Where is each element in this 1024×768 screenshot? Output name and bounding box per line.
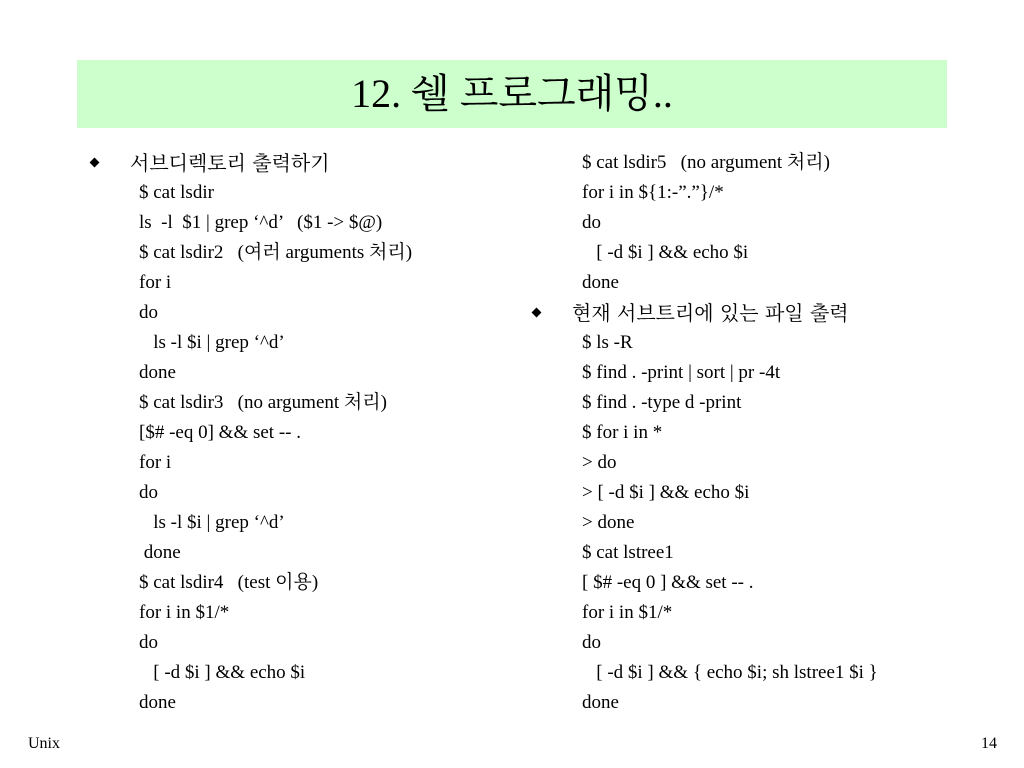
title-box bbox=[77, 60, 947, 128]
right-column bbox=[530, 148, 970, 718]
code-line: $ find . -print | sort | pr -4t bbox=[582, 362, 781, 383]
code-line: $ for i in * bbox=[582, 422, 663, 443]
code-line: $ cat lsdir bbox=[139, 182, 214, 203]
code-line: $ cat lsdir3 (no argument 처리) bbox=[139, 392, 387, 413]
bullet-text: 서브디렉토리 출력하기 bbox=[130, 151, 330, 175]
code-line: ls -l $i | grep ‘^d’ bbox=[139, 332, 285, 353]
code-line: for i in $1/* bbox=[139, 602, 230, 623]
code-line: [$# -eq 0] && set -- . bbox=[139, 422, 301, 443]
code-line: > do bbox=[582, 452, 617, 473]
code-line: do bbox=[139, 632, 158, 653]
code-line: > [ -d $i ] && echo $i bbox=[582, 482, 750, 503]
code-line: [ $# -eq 0 ] && set -- . bbox=[582, 572, 754, 593]
code-line: done bbox=[582, 272, 619, 293]
code-line: [ -d $i ] && { echo $i; sh lstree1 $i } bbox=[582, 662, 878, 683]
code-line: [ -d $i ] && echo $i bbox=[582, 242, 749, 263]
left-column bbox=[88, 148, 528, 718]
page-number: 14 bbox=[981, 735, 997, 752]
code-line: for i bbox=[139, 452, 172, 473]
code-line: done bbox=[139, 362, 176, 383]
footer-label: Unix bbox=[28, 735, 60, 752]
code-line: done bbox=[582, 692, 619, 713]
bullet-item bbox=[88, 148, 528, 178]
code-line: do bbox=[582, 632, 601, 653]
code-line: $ find . -type d -print bbox=[582, 392, 742, 413]
code-line: do bbox=[582, 212, 601, 233]
diamond-bullet-icon bbox=[90, 158, 100, 168]
code-line: > done bbox=[582, 512, 635, 533]
code-line: for i in $1/* bbox=[582, 602, 673, 623]
code-line: ls -l $1 | grep ‘^d’ ($1 -> $@) bbox=[139, 212, 383, 233]
code-line: do bbox=[139, 482, 158, 503]
slide-title: 12. 쉘 프로그래밍.. bbox=[351, 71, 673, 116]
code-line: ls -l $i | grep ‘^d’ bbox=[139, 512, 285, 533]
bullet-text: 현재 서브트리에 있는 파일 출력 bbox=[572, 301, 849, 325]
code-line: for i in ${1:-”.”}/* bbox=[582, 182, 724, 203]
code-line: done bbox=[139, 542, 181, 563]
code-line: $ cat lsdir2 (여러 arguments 처리) bbox=[139, 242, 413, 263]
code-line: $ cat lsdir4 (test 이용) bbox=[139, 572, 319, 593]
code-line: do bbox=[139, 302, 158, 323]
code-line: $ cat lstree1 bbox=[582, 542, 674, 563]
code-line: $ ls -R bbox=[582, 332, 633, 353]
diamond-bullet-icon bbox=[532, 308, 542, 318]
bullet-item bbox=[530, 298, 970, 328]
code-line: for i bbox=[139, 272, 172, 293]
code-line: [ -d $i ] && echo $i bbox=[139, 662, 306, 683]
code-line: done bbox=[139, 692, 176, 713]
code-line: $ cat lsdir5 (no argument 처리) bbox=[582, 152, 830, 173]
